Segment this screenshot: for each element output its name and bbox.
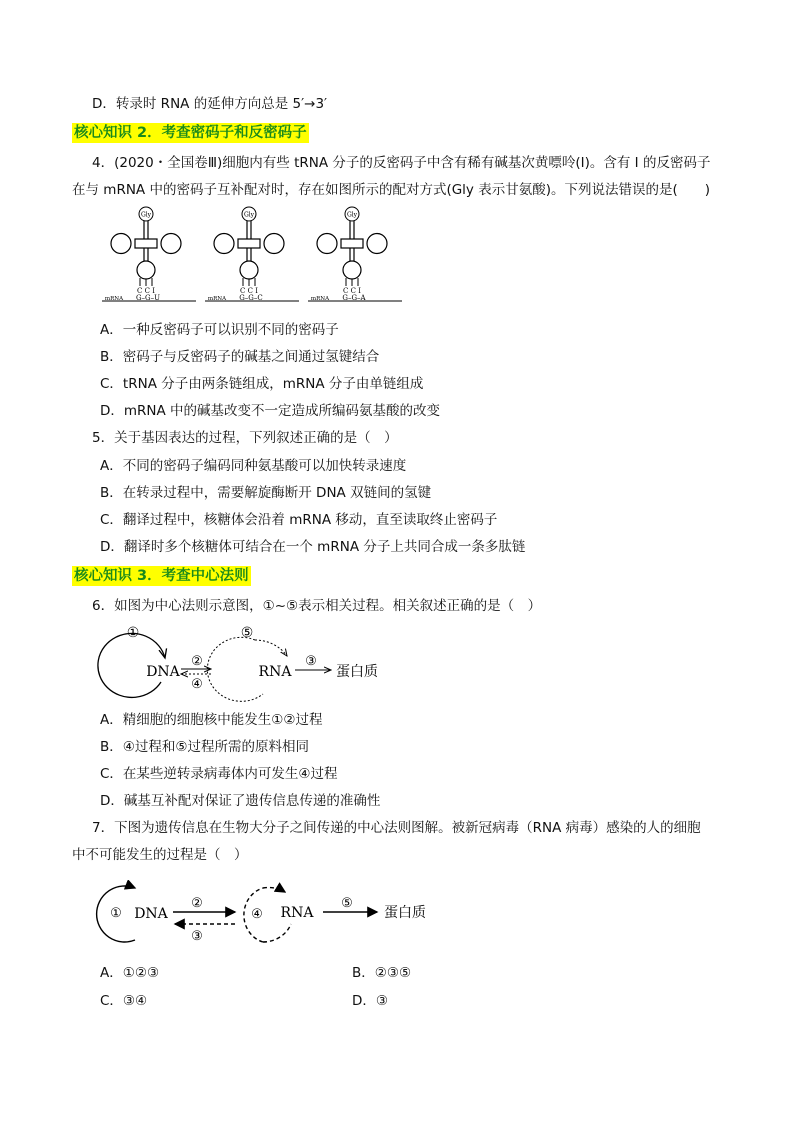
section-heading-3: 核心知识 3．考查中心法则 xyxy=(74,568,249,584)
process-5-label: ⑤ xyxy=(240,625,254,641)
q5-option-c: C．翻译过程中，核糖体会沿着 mRNA 移动，直至读取终止密码子 xyxy=(100,512,498,528)
process-2-label: ② xyxy=(191,654,203,669)
section-heading-2: 核心知识 2．考查密码子和反密码子 xyxy=(74,125,307,141)
codon-label: G–G–C xyxy=(239,294,263,302)
q7-option-b: B．②③⑤ xyxy=(352,965,412,981)
q4-option-d: D．mRNA 中的碱基改变不一定造成所编码氨基酸的改变 xyxy=(100,403,441,419)
q7-option-a: A．①②③ xyxy=(100,965,160,981)
anticodon-label: C C I xyxy=(137,287,155,295)
q6-stem: 6．如图为中心法则示意图，①~⑤表示相关过程。相关叙述正确的是（ ） xyxy=(92,598,542,614)
codon-label: G–G–A xyxy=(342,294,366,302)
amino-acid-label: Gly xyxy=(346,211,358,219)
protein-label: 蛋白质 xyxy=(384,905,426,921)
anticodon-label: C C I xyxy=(240,287,258,295)
q7-option-d: D．③ xyxy=(352,993,388,1009)
amino-acid-label: Gly xyxy=(243,211,255,219)
q5-stem: 5．关于基因表达的过程，下列叙述正确的是（ ） xyxy=(92,430,398,446)
q6-option-c: C．在某些逆转录病毒体内可发生④过程 xyxy=(100,766,338,782)
trna-diagram-3 xyxy=(308,207,402,302)
rna-label: RNA xyxy=(280,905,314,921)
q4-stem-line1: 4．(2020・全国卷Ⅲ)细胞内有些 tRNA 分子的反密码子中含有稀有碱基次黄嘌呤(I)。含有 I 的反密码子 xyxy=(92,155,711,171)
q5-option-b: B．在转录过程中，需要解旋酶断开 DNA 双链间的氢键 xyxy=(100,485,432,501)
q5-option-a: A．不同的密码子编码同种氨基酸可以加快转录速度 xyxy=(100,458,407,474)
q5-option-d: D．翻译时多个核糖体可结合在一个 mRNA 分子上共同合成一条多肽链 xyxy=(100,539,526,555)
process-5-label: ⑤ xyxy=(341,896,353,911)
trna-diagram-1 xyxy=(102,207,196,302)
trna-pairing-figure xyxy=(100,206,410,310)
q6-option-a: A．精细胞的细胞核中能发生①②过程 xyxy=(100,712,323,728)
process-3-label: ③ xyxy=(191,929,203,944)
protein-label: 蛋白质 xyxy=(336,664,378,680)
central-dogma-figure-q6 xyxy=(95,620,395,706)
trna-diagram-2 xyxy=(205,207,299,302)
q6-option-d: D．碱基互补配对保证了遗传信息传递的准确性 xyxy=(100,793,381,809)
dna-label: DNA xyxy=(146,664,180,680)
q7-option-c: C．③④ xyxy=(100,993,148,1009)
q7-stem-line1: 7．下图为遗传信息在生物大分子之间传递的中心法则图解。被新冠病毒（RNA 病毒）感染的人的细胞 xyxy=(92,820,701,836)
q4-option-b: B．密码子与反密码子的碱基之间通过氢键结合 xyxy=(100,349,380,365)
q6-option-b: B．④过程和⑤过程所需的原料相同 xyxy=(100,739,309,755)
q4-stem-line2: 在与 mRNA 中的密码子互补配对时，存在如图所示的配对方式(Gly 表示甘氨酸)。下列说法错误的是( ) xyxy=(72,182,711,198)
process-3-label: ③ xyxy=(305,654,317,669)
amino-acid-label: Gly xyxy=(140,211,152,219)
mrna-label: mRNA xyxy=(104,296,124,302)
rna-label: RNA xyxy=(258,664,292,680)
prev-question-option-d: D．转录时 RNA 的延伸方向总是 5′→3′ xyxy=(92,96,328,112)
process-1-label: ① xyxy=(126,625,140,641)
process-2-label: ② xyxy=(191,896,203,911)
process-4-label: ④ xyxy=(251,907,263,922)
rna-replication-loop xyxy=(207,637,263,701)
central-dogma-figure-q7 xyxy=(95,880,435,952)
anticodon-label: C C I xyxy=(343,287,361,295)
dna-label: DNA xyxy=(134,906,168,922)
codon-label: G–G–U xyxy=(135,294,161,302)
process-4-label: ④ xyxy=(191,677,203,692)
q4-option-c: C．tRNA 分子由两条链组成，mRNA 分子由单链组成 xyxy=(100,376,424,392)
mrna-label: mRNA xyxy=(207,296,227,302)
process-1-label: ① xyxy=(110,906,122,921)
mrna-label: mRNA xyxy=(310,296,330,302)
q4-option-a: A．一种反密码子可以识别不同的密码子 xyxy=(100,322,339,338)
q7-stem-line2: 中不可能发生的过程是（ ） xyxy=(72,847,248,863)
